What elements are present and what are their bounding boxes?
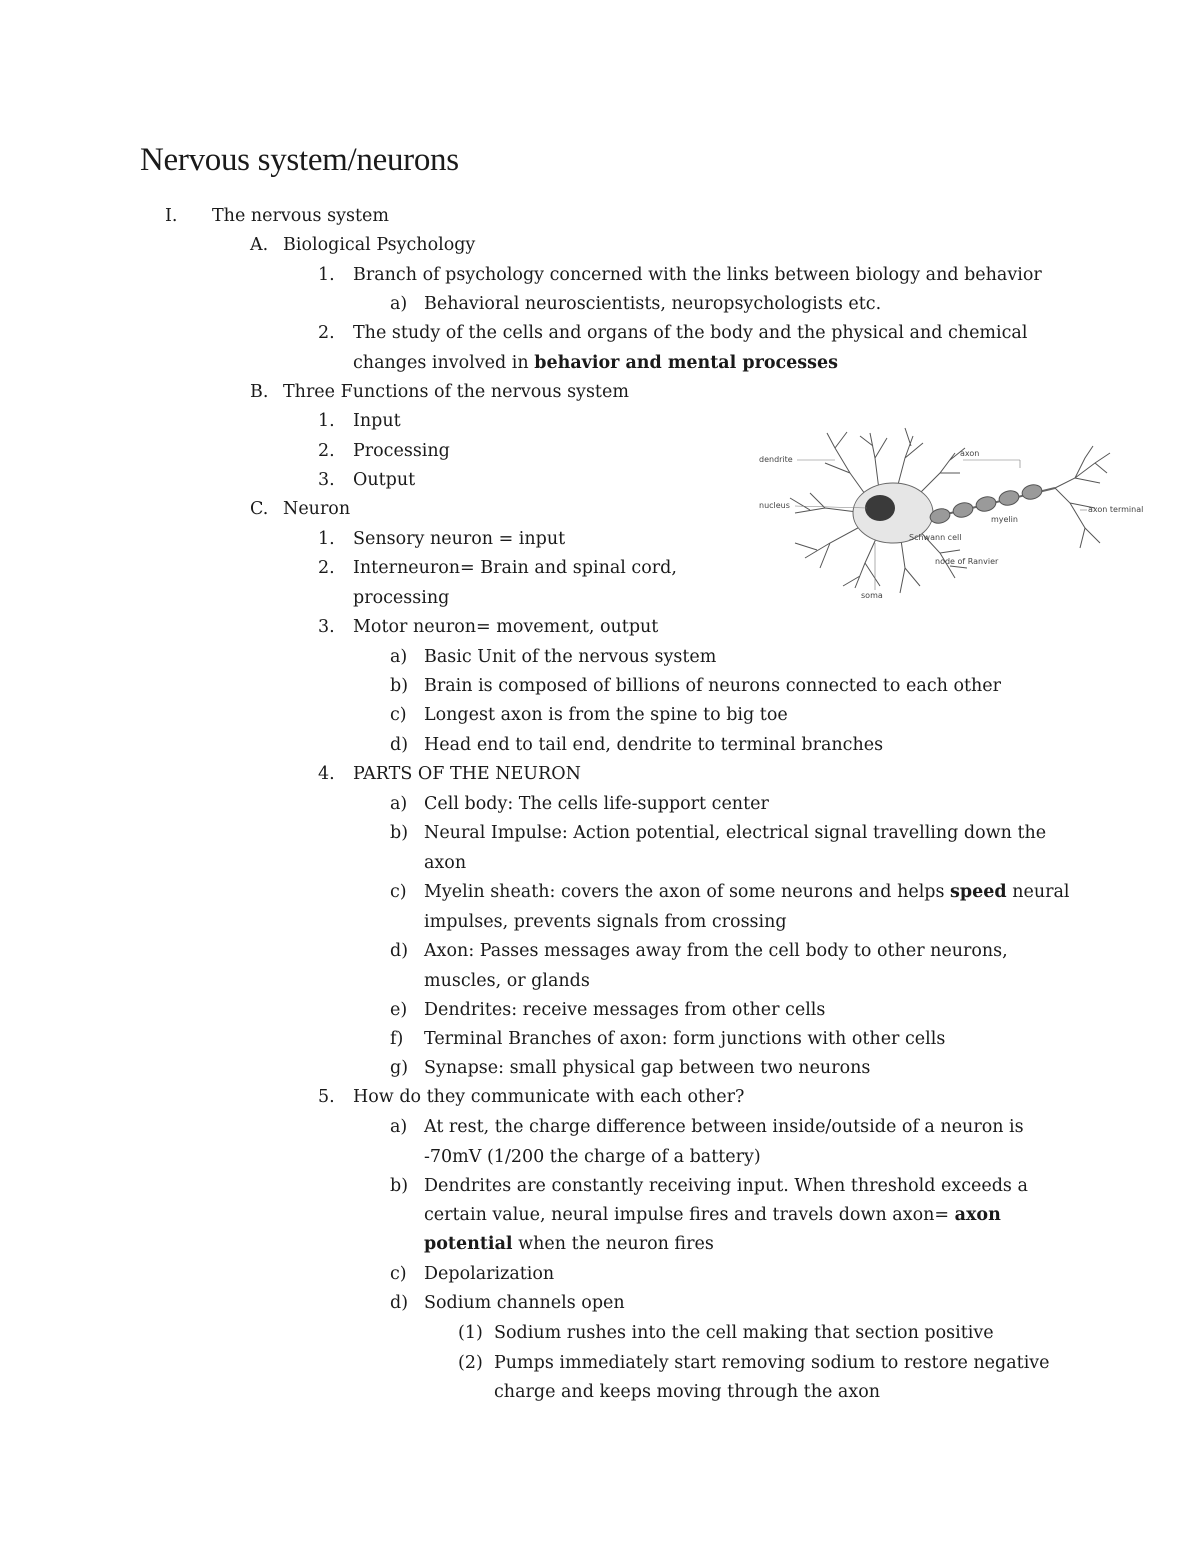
outline-marker: b) bbox=[390, 823, 409, 843]
outline-marker: a) bbox=[390, 794, 408, 814]
outline-marker: c) bbox=[390, 1264, 407, 1284]
outline-marker: c) bbox=[390, 705, 407, 725]
outline-marker: 1. bbox=[318, 411, 335, 431]
outline-text: Terminal Branches of axon: form junctions with other cells bbox=[424, 1029, 946, 1049]
outline-text: Sodium channels open bbox=[424, 1293, 625, 1313]
outline-text bbox=[424, 1232, 714, 1256]
outline-marker: a) bbox=[390, 647, 408, 667]
text-segment: changes involved in bbox=[353, 353, 535, 373]
outline-marker: I. bbox=[165, 206, 178, 226]
outline-text: Behavioral neuroscientists, neuropsychologists etc. bbox=[424, 294, 882, 314]
bold-term: behavior and mental processes bbox=[534, 353, 838, 373]
outline-text: How do they communicate with each other? bbox=[353, 1087, 745, 1107]
outline-text: Branch of psychology concerned with the links between biology and behavior bbox=[353, 265, 1042, 285]
outline-text: muscles, or glands bbox=[424, 971, 590, 991]
outline-marker: (2) bbox=[458, 1353, 483, 1373]
outline-marker: f) bbox=[390, 1029, 404, 1049]
label-nucleus: nucleus bbox=[759, 501, 790, 510]
label-axon: axon bbox=[960, 449, 980, 458]
label-dendrite: dendrite bbox=[759, 455, 793, 464]
outline-text: Cell body: The cells life-support center bbox=[424, 794, 769, 814]
outline-marker: B. bbox=[250, 382, 269, 402]
outline-marker: d) bbox=[390, 941, 409, 961]
outline-text: Output bbox=[353, 470, 416, 490]
page-title: Nervous system/neurons bbox=[140, 142, 459, 178]
outline-marker: 1. bbox=[318, 265, 335, 285]
outline-text: Dendrites are constantly receiving input. When threshold exceeds a bbox=[424, 1176, 1028, 1196]
outline-marker: A. bbox=[250, 235, 269, 255]
text-segment: neural bbox=[1006, 882, 1070, 902]
outline-text: Basic Unit of the nervous system bbox=[424, 647, 717, 667]
outline-text: axon bbox=[424, 853, 467, 873]
outline-marker: 5. bbox=[318, 1087, 335, 1107]
myelin-segments bbox=[929, 483, 1044, 525]
axon-terminal-branches bbox=[1055, 446, 1110, 548]
outline-text: -70mV (1/200 the charge of a battery) bbox=[424, 1147, 761, 1167]
label-soma: soma bbox=[861, 591, 883, 600]
outline-marker: a) bbox=[390, 1117, 408, 1137]
outline-text: The study of the cells and organs of the body and the physical and chemical bbox=[353, 323, 1028, 343]
outline-text: Processing bbox=[353, 441, 450, 461]
outline-text: charge and keeps moving through the axon bbox=[494, 1382, 881, 1402]
outline-text: At rest, the charge difference between inside/outside of a neuron is bbox=[424, 1117, 1024, 1137]
outline-text: Sodium rushes into the cell making that section positive bbox=[494, 1323, 994, 1343]
outline-marker: d) bbox=[390, 1293, 409, 1313]
outline-text: processing bbox=[353, 588, 450, 608]
outline-text: Neural Impulse: Action potential, electrical signal travelling down the bbox=[424, 823, 1047, 843]
outline-marker: 2. bbox=[318, 558, 335, 578]
outline-marker: b) bbox=[390, 676, 409, 696]
label-terminal: axon terminal bbox=[1088, 505, 1144, 514]
outline-marker: d) bbox=[390, 735, 409, 755]
outline-marker: 3. bbox=[318, 617, 335, 637]
outline-marker: 4. bbox=[318, 764, 335, 784]
outline-text: Sensory neuron = input bbox=[353, 529, 566, 549]
outline-marker: 3. bbox=[318, 470, 335, 490]
outline-text: Input bbox=[353, 411, 401, 431]
outline-marker: g) bbox=[390, 1058, 409, 1078]
outline-marker: a) bbox=[390, 294, 408, 314]
outline-marker: e) bbox=[390, 1000, 408, 1020]
outline-marker: C. bbox=[250, 499, 269, 519]
outline-text bbox=[353, 351, 838, 375]
outline-text bbox=[424, 880, 1070, 904]
text-segment: Myelin sheath: covers the axon of some neurons and helps bbox=[424, 882, 951, 902]
outline-text: Longest axon is from the spine to big toe bbox=[424, 705, 788, 725]
outline-text: Axon: Passes messages away from the cell body to other neurons, bbox=[424, 941, 1008, 961]
label-myelin: myelin bbox=[991, 515, 1018, 524]
outline-marker: (1) bbox=[458, 1323, 483, 1343]
outline-text: Depolarization bbox=[424, 1264, 555, 1284]
bold-term: speed bbox=[950, 882, 1007, 902]
label-schwann: Schwann cell bbox=[909, 533, 962, 542]
outline-marker: 1. bbox=[318, 529, 335, 549]
outline-text: The nervous system bbox=[212, 206, 389, 226]
outline-marker: 2. bbox=[318, 323, 335, 343]
neuron-diagram bbox=[755, 418, 1150, 603]
outline-text: Brain is composed of billions of neurons connected to each other bbox=[424, 676, 1002, 696]
outline-text: Motor neuron= movement, output bbox=[353, 617, 659, 637]
outline-text: Pumps immediately start removing sodium to restore negative bbox=[494, 1353, 1050, 1373]
bold-term: axon bbox=[954, 1205, 1001, 1225]
text-segment: when the neuron fires bbox=[512, 1234, 714, 1254]
label-node: node of Ranvier bbox=[935, 557, 999, 566]
outline-marker: b) bbox=[390, 1176, 409, 1196]
outline-marker: c) bbox=[390, 882, 407, 902]
outline-text: impulses, prevents signals from crossing bbox=[424, 912, 787, 932]
outline-text: Dendrites: receive messages from other cells bbox=[424, 1000, 826, 1020]
text-segment: certain value, neural impulse fires and travels down axon= bbox=[424, 1205, 955, 1225]
outline-text: Synapse: small physical gap between two neurons bbox=[424, 1058, 871, 1078]
outline-marker: 2. bbox=[318, 441, 335, 461]
outline-text: Head end to tail end, dendrite to terminal branches bbox=[424, 735, 884, 755]
outline-text: Biological Psychology bbox=[283, 235, 476, 255]
nucleus-shape bbox=[865, 495, 895, 521]
outline-text: PARTS OF THE NEURON bbox=[353, 764, 581, 784]
outline-text: Interneuron= Brain and spinal cord, bbox=[353, 558, 677, 578]
bold-term: potential bbox=[424, 1234, 513, 1254]
outline-text bbox=[424, 1203, 1001, 1227]
outline-text: Neuron bbox=[283, 499, 351, 519]
outline-text: Three Functions of the nervous system bbox=[283, 382, 629, 402]
